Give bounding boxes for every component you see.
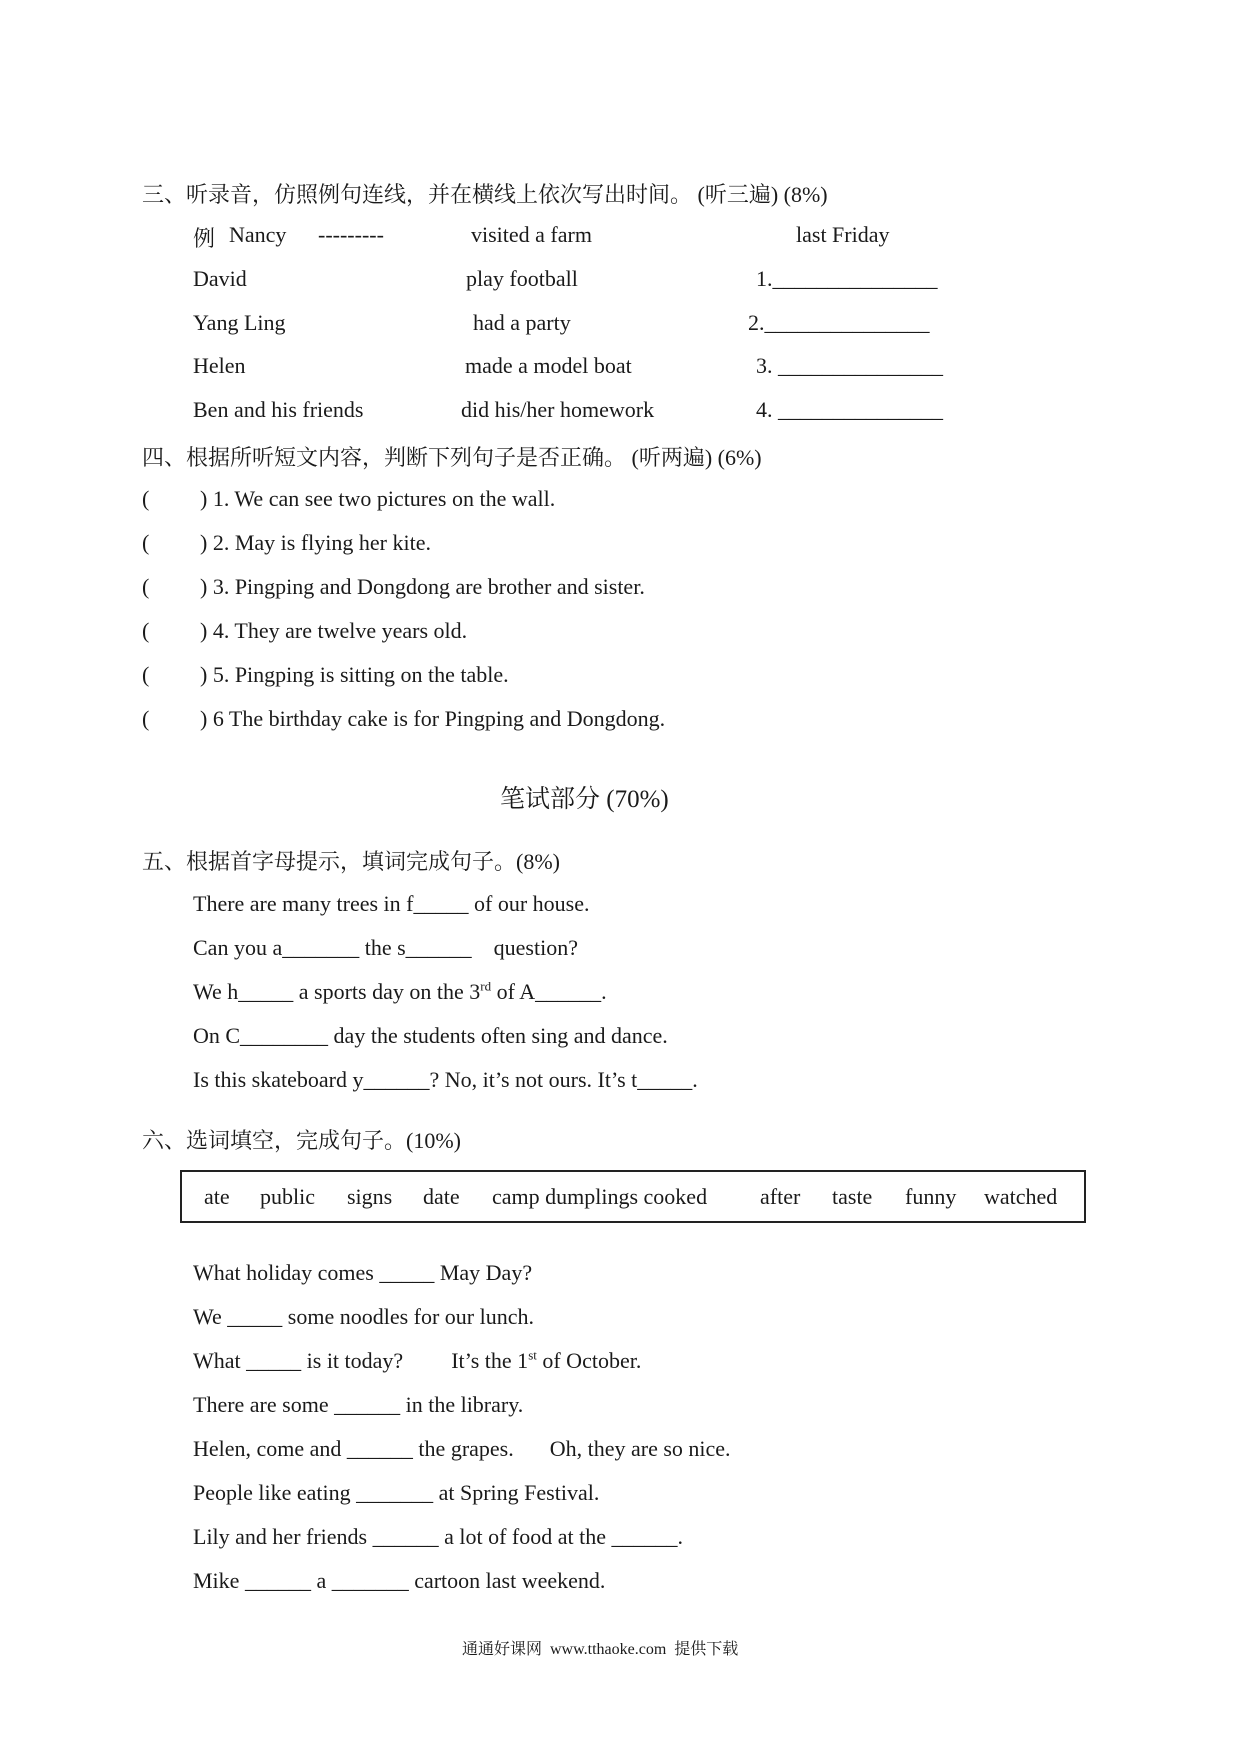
fill-sentence bbox=[193, 979, 607, 1005]
time-blank[interactable]: 1._______________ bbox=[756, 266, 938, 291]
choice-sentence: We _____ some noodles for our lunch. bbox=[193, 1304, 534, 1329]
question-part: Helen, come and ______ the grapes. bbox=[193, 1436, 514, 1461]
choice-sentence bbox=[193, 1436, 731, 1462]
choice-sentence: People like eating _______ at Spring Festival. bbox=[193, 1480, 600, 1505]
answer-part: of October. bbox=[536, 1348, 642, 1373]
answer-paren[interactable]: ( bbox=[142, 618, 150, 643]
statement: ) 6 The birthday cake is for Pingping and Dongdong. bbox=[200, 706, 666, 731]
statement: ) 2. May is flying her kite. bbox=[200, 530, 431, 555]
match-activity: made a model boat bbox=[465, 353, 632, 378]
word-option: funny bbox=[905, 1184, 957, 1209]
fill-sentence: Can you a_______ the s______ question? bbox=[193, 935, 578, 960]
choice-sentence: What holiday comes _____ May Day? bbox=[193, 1260, 533, 1285]
word-option: date bbox=[423, 1184, 460, 1209]
match-activity: did his/her homework bbox=[461, 397, 655, 422]
match-name: David bbox=[193, 266, 247, 291]
word-option: ate bbox=[204, 1184, 230, 1209]
example-time: last Friday bbox=[796, 222, 890, 247]
choice-sentence: There are some ______ in the library. bbox=[193, 1392, 524, 1417]
match-name: Ben and his friends bbox=[193, 397, 364, 422]
choice-sentence: Mike ______ a _______ cartoon last weekend. bbox=[193, 1568, 606, 1593]
fill-sentence: There are many trees in f_____ of our house. bbox=[193, 891, 590, 916]
fill-sentence-part: We h_____ a sports day on the 3 bbox=[193, 979, 481, 1004]
example-name: Nancy bbox=[229, 222, 287, 247]
section6-title: 六、选词填空，完成句子。(10%) bbox=[142, 1128, 461, 1153]
statement: ) 4. They are twelve years old. bbox=[200, 618, 468, 643]
answer-part: Oh, they are so nice. bbox=[549, 1436, 731, 1461]
word-option: camp dumplings cooked bbox=[492, 1184, 708, 1209]
fill-sentence: Is this skateboard y______? No, it’s not ours. It’s t_____. bbox=[193, 1067, 698, 1092]
statement: ) 1. We can see two pictures on the wall. bbox=[200, 486, 556, 511]
section3-title: 三、听录音，仿照例句连线，并在横线上依次写出时间。 (听三遍) (8%) bbox=[142, 182, 828, 207]
time-blank[interactable]: 3. _______________ bbox=[756, 353, 943, 378]
fill-sentence-part: of A______. bbox=[491, 979, 607, 1004]
word-option: taste bbox=[832, 1184, 873, 1209]
footer-text: 通通好课网 www.tthaoke.com 提供下载 bbox=[462, 1641, 739, 1658]
example-activity: visited a farm bbox=[471, 222, 592, 247]
match-name: Helen bbox=[193, 353, 246, 378]
choice-sentence: Lily and her friends ______ a lot of food at the ______. bbox=[193, 1524, 684, 1549]
answer-paren[interactable]: ( bbox=[142, 574, 150, 599]
time-blank[interactable]: 2._______________ bbox=[748, 310, 930, 335]
example-marker: 例 bbox=[193, 226, 216, 251]
ordinal-suffix: rd bbox=[480, 978, 492, 994]
answer-part: It’s the 1 bbox=[451, 1348, 529, 1373]
word-option: after bbox=[760, 1184, 801, 1209]
match-activity: play football bbox=[466, 266, 578, 291]
statement: ) 3. Pingping and Dongdong are brother and sister. bbox=[200, 574, 645, 599]
word-option: public bbox=[260, 1184, 315, 1209]
question-part: What _____ is it today? bbox=[193, 1348, 404, 1373]
section5-title: 五、根据首字母提示，填词完成句子。(8%) bbox=[142, 849, 560, 874]
ordinal-suffix: st bbox=[528, 1347, 537, 1363]
statement: ) 5. Pingping is sitting on the table. bbox=[200, 662, 509, 687]
word-option: watched bbox=[984, 1184, 1058, 1209]
time-blank[interactable]: 4. _______________ bbox=[756, 397, 943, 422]
answer-paren[interactable]: ( bbox=[142, 662, 150, 687]
written-part-title: 笔试部分 (70%) bbox=[500, 786, 669, 813]
word-option: signs bbox=[347, 1184, 393, 1209]
word-bank bbox=[180, 1170, 1086, 1223]
answer-paren[interactable]: ( bbox=[142, 530, 150, 555]
fill-sentence: On C________ day the students often sing and dance. bbox=[193, 1023, 668, 1048]
match-activity: had a party bbox=[473, 310, 571, 335]
match-name: Yang Ling bbox=[193, 310, 286, 335]
example-dashes: --------- bbox=[318, 222, 384, 247]
answer-paren[interactable]: ( bbox=[142, 486, 150, 511]
section4-title: 四、根据所听短文内容，判断下列句子是否正确。 (听两遍) (6%) bbox=[142, 445, 762, 470]
answer-paren[interactable]: ( bbox=[142, 706, 150, 731]
choice-sentence bbox=[193, 1348, 641, 1374]
